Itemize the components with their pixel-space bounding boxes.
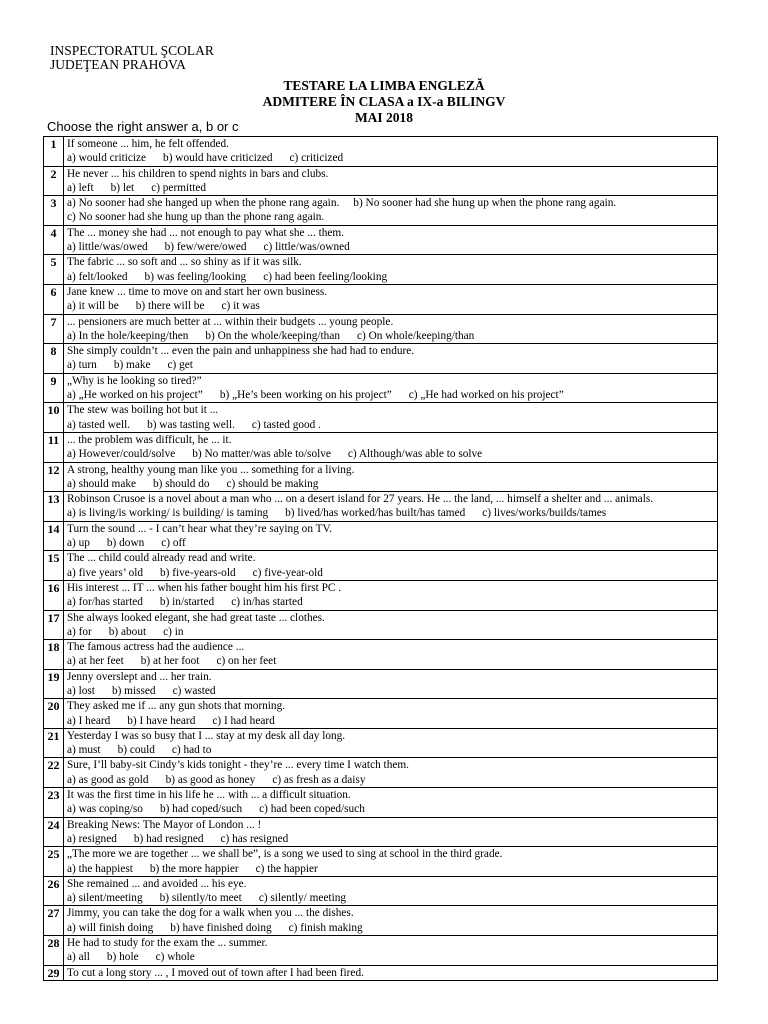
issuer-line-1: INSPECTORATUL ŞCOLAR <box>50 43 214 58</box>
question-row <box>44 462 718 492</box>
answer-option: a) five years’ old <box>67 566 144 579</box>
title-line-2: ADMITERE ÎN CLASA a IX-a BILINGV <box>262 94 506 109</box>
question-number: 9 <box>44 373 64 403</box>
question-body <box>64 965 718 980</box>
question-text: Jenny overslept and ... her train. <box>67 670 212 683</box>
question-body <box>64 551 718 581</box>
question-number: 27 <box>44 906 64 936</box>
answer-option: a) the happiest <box>67 862 133 875</box>
question-text: Robinson Crusoe is a novel about a man who ... on a desert island for 27 years. He ... the land, ... himself a shelter and ... animals. <box>67 493 654 506</box>
answer-options <box>67 625 714 639</box>
question-row <box>44 551 718 581</box>
answer-option: b) was tasting well. <box>147 418 235 431</box>
question-row <box>44 847 718 877</box>
question-row <box>44 344 718 374</box>
question-text: ... pensioners are much better at ... within their budgets ... young people. <box>67 315 394 328</box>
question-body <box>64 758 718 788</box>
question-text: The ... child could already read and write. <box>67 552 256 565</box>
answer-option: a) as good as gold <box>67 773 149 786</box>
answer-option: a) will finish doing <box>67 921 154 934</box>
answer-options <box>67 240 714 254</box>
answer-option: a) would criticize <box>67 152 147 165</box>
answer-option: b) about <box>108 625 147 638</box>
question-number: 19 <box>44 669 64 699</box>
question-row <box>44 432 718 462</box>
answer-option: c) tasted good . <box>251 418 321 431</box>
question-number: 23 <box>44 788 64 818</box>
question-body <box>64 344 718 374</box>
question-body <box>64 255 718 285</box>
answer-options <box>67 181 714 195</box>
question-body <box>64 492 718 522</box>
answer-option: b) had coped/such <box>159 803 243 816</box>
answer-option: a) must <box>67 744 101 757</box>
answer-option: b) there will be <box>135 300 205 313</box>
answer-options <box>67 595 714 609</box>
question-row <box>44 373 718 403</box>
question-text: A strong, healthy young man like you ... something for a living. <box>67 463 355 476</box>
answer-options <box>67 358 714 372</box>
question-text: Sure, I’ll baby-sit Cindy’s kids tonight - they’re ... every time I watch them. <box>67 759 409 772</box>
question-row <box>44 906 718 936</box>
answer-option: a) left <box>67 181 94 194</box>
question-body <box>64 669 718 699</box>
question-number: 3 <box>44 196 64 226</box>
answer-option: a) it will be <box>67 300 119 313</box>
title-line-3: MAI 2018 <box>354 110 414 125</box>
question-body <box>64 462 718 492</box>
answer-option: a) „He worked on his project” <box>67 389 203 402</box>
answer-option: a) However/could/solve <box>67 448 176 461</box>
question-text: If someone ... him, he felt offended. <box>67 138 229 150</box>
question-number: 21 <box>44 728 64 758</box>
answer-options <box>67 566 714 580</box>
question-text: He never ... his children to spend nights in bars and clubs. <box>67 167 329 180</box>
answer-option: c) the happier <box>255 862 318 875</box>
question-text: a) No sooner had she hanged up when the phone rang again. b) No sooner had she hung up when the phone rang again. <box>67 197 617 210</box>
answer-option: c) had been coped/such <box>259 803 365 816</box>
answer-option: b) No sooner had she hung up when the phone rang again. <box>353 197 617 210</box>
question-number: 20 <box>44 699 64 729</box>
question-body <box>64 610 718 640</box>
question-number: 13 <box>44 492 64 522</box>
question-row <box>44 196 718 226</box>
question-number: 6 <box>44 284 64 314</box>
question-number: 26 <box>44 876 64 906</box>
answer-option: c) has resigned <box>220 832 289 845</box>
answer-option: b) hole <box>106 951 139 964</box>
answer-option: b) at her foot <box>140 655 200 668</box>
question-row <box>44 492 718 522</box>
question-text: She always looked elegant, she had great taste ... clothes. <box>67 611 325 624</box>
question-body <box>64 876 718 906</box>
answer-option: a) resigned <box>67 832 117 845</box>
question-number: 7 <box>44 314 64 344</box>
question-text: Jane knew ... time to move on and start her own business. <box>67 285 328 298</box>
answer-option: c) off <box>161 537 186 550</box>
question-number: 18 <box>44 640 64 670</box>
question-row <box>44 640 718 670</box>
answer-option: a) all <box>67 951 90 964</box>
answer-option: c) had to <box>171 744 212 757</box>
answer-option: c) in <box>163 625 184 638</box>
questions-table <box>43 136 718 981</box>
answer-option: a) should make <box>67 477 137 490</box>
question-row <box>44 758 718 788</box>
question-text: The stew was boiling hot but it ... <box>67 404 219 417</box>
question-body <box>64 640 718 670</box>
answer-options <box>67 950 714 964</box>
answer-option: c) criticized <box>289 152 344 165</box>
question-body <box>64 225 718 255</box>
answer-option: a) up <box>67 537 90 550</box>
answer-option: c) No sooner had she hung up than the phone rang again. <box>67 211 325 224</box>
answer-option: c) finish making <box>288 921 363 934</box>
answer-options <box>67 802 714 816</box>
question-row <box>44 137 718 167</box>
issuer-line-2: JUDEŢEAN PRAHOVA <box>50 57 186 72</box>
question-number: 17 <box>44 610 64 640</box>
question-row <box>44 403 718 433</box>
question-row <box>44 728 718 758</box>
question-text: To cut a long story ... , I moved out of town after I had been fired. <box>67 966 364 979</box>
question-text: It was the first time in his life he ... with ... a difficult situation. <box>67 789 351 802</box>
question-row <box>44 699 718 729</box>
answer-option: c) five-year-old <box>252 566 323 579</box>
answer-options <box>67 832 714 846</box>
question-body <box>64 936 718 966</box>
answer-options <box>67 654 714 668</box>
question-row <box>44 284 718 314</box>
answer-option: b) I have heard <box>127 714 196 727</box>
question-row <box>44 314 718 344</box>
question-body <box>64 314 718 344</box>
answer-option: b) the more happier <box>149 862 239 875</box>
question-body <box>64 521 718 551</box>
answer-option: c) Although/was able to solve <box>347 448 483 461</box>
answer-option: b) had resigned <box>133 832 204 845</box>
answer-option: c) whole <box>155 951 195 964</box>
question-number: 10 <box>44 403 64 433</box>
question-number: 2 <box>44 166 64 196</box>
question-number: 12 <box>44 462 64 492</box>
question-body <box>64 196 718 226</box>
answer-option: c) permitted <box>151 181 207 194</box>
question-row <box>44 788 718 818</box>
answer-option: c) wasted <box>172 684 216 697</box>
answer-option: c) I had heard <box>212 714 275 727</box>
instructions: Choose the right answer a, b or c <box>47 119 239 134</box>
answer-option: b) in/started <box>159 596 215 609</box>
question-body <box>64 817 718 847</box>
question-row <box>44 876 718 906</box>
question-text: ... the problem was difficult, he ... it. <box>67 433 232 446</box>
question-number: 29 <box>44 965 64 980</box>
question-number: 5 <box>44 255 64 285</box>
answer-option: b) have finished doing <box>170 921 272 934</box>
question-row <box>44 610 718 640</box>
answer-option: c) silently/ meeting <box>258 892 347 905</box>
answer-options <box>67 536 714 550</box>
answer-options <box>67 270 714 284</box>
answer-option: b) was feeling/looking <box>144 270 247 283</box>
question-number: 1 <box>44 137 64 167</box>
question-number: 14 <box>44 521 64 551</box>
answer-option: b) should do <box>153 477 210 490</box>
answer-options <box>67 714 714 728</box>
answer-options <box>67 418 714 432</box>
answer-option: b) missed <box>111 684 156 697</box>
question-number: 22 <box>44 758 64 788</box>
question-number: 4 <box>44 225 64 255</box>
answer-option: b) could <box>117 744 155 757</box>
question-body <box>64 137 718 167</box>
question-row <box>44 669 718 699</box>
question-text: Jimmy, you can take the dog for a walk when you ... the dishes. <box>67 907 354 920</box>
answer-options <box>67 891 714 905</box>
question-body <box>64 403 718 433</box>
answer-option: c) lives/works/builds/tames <box>482 507 607 520</box>
answer-option: c) should be making <box>226 477 319 490</box>
answer-option: c) „He had worked on his project” <box>408 389 564 402</box>
question-body <box>64 432 718 462</box>
answer-options <box>67 862 714 876</box>
question-text: She simply couldn’t ... even the pain and unhappiness she had had to endure. <box>67 345 415 358</box>
answer-option: b) down <box>106 537 145 550</box>
question-body <box>64 728 718 758</box>
answer-option: b) would have criticized <box>163 152 273 165</box>
answer-option: b) let <box>110 181 135 194</box>
question-number: 16 <box>44 580 64 610</box>
answer-option: a) is living/is working/ is building/ is taming <box>67 507 269 520</box>
question-text: The fabric ... so soft and ... so shiny as if it was silk. <box>67 256 302 269</box>
answer-option: a) lost <box>67 684 95 697</box>
question-text: She remained ... and avoided ... his eye. <box>67 877 247 890</box>
answer-option: a) for <box>67 625 92 638</box>
question-text: His interest ... IT ... when his father bought him his first PC . <box>67 581 342 594</box>
answer-option: c) as fresh as a daisy <box>272 773 366 786</box>
answer-options <box>67 921 714 935</box>
question-number: 8 <box>44 344 64 374</box>
question-text: They asked me if ... any gun shots that morning. <box>67 700 286 713</box>
answer-options <box>67 151 714 165</box>
question-text: The famous actress had the audience ... <box>67 641 245 654</box>
question-row <box>44 255 718 285</box>
answer-option: b) silently/to meet <box>159 892 242 905</box>
answer-option: c) it was <box>221 300 260 313</box>
answer-option: b) „He’s been working on his project” <box>219 389 392 402</box>
answer-option: b) On the whole/keeping/than <box>205 329 340 342</box>
answer-option: a) little/was/owed <box>67 241 148 254</box>
question-body <box>64 906 718 936</box>
answer-options <box>67 773 714 787</box>
question-number: 15 <box>44 551 64 581</box>
answer-option: b) five-years-old <box>160 566 236 579</box>
question-row <box>44 817 718 847</box>
question-row <box>44 166 718 196</box>
question-row <box>44 936 718 966</box>
question-text: Yesterday I was so busy that I ... stay at my desk all day long. <box>67 729 346 742</box>
answer-option: c) On whole/keeping/than <box>357 329 475 342</box>
answer-option: a) for/has started <box>67 596 143 609</box>
answer-option: a) In the hole/keeping/then <box>67 329 189 342</box>
title-line-1: TESTARE LA LIMBA ENGLEZĂ <box>283 78 485 93</box>
answer-option: b) lived/has worked/has built/has tamed <box>285 507 466 520</box>
question-body <box>64 166 718 196</box>
answer-option: b) few/were/owed <box>164 241 247 254</box>
question-number: 11 <box>44 432 64 462</box>
answer-options <box>67 506 714 520</box>
answer-option: a) silent/meeting <box>67 892 143 905</box>
question-number: 25 <box>44 847 64 877</box>
question-body <box>64 788 718 818</box>
answer-options <box>67 684 714 698</box>
answer-options <box>67 477 714 491</box>
question-row <box>44 225 718 255</box>
answer-options <box>67 388 714 402</box>
answer-option: b) make <box>113 359 151 372</box>
answer-option: c) in/has started <box>231 596 303 609</box>
question-text: He had to study for the exam the ... summer. <box>67 937 268 950</box>
answer-options <box>67 743 714 757</box>
question-text: Turn the sound ... - I can’t hear what they’re saying on TV. <box>67 522 333 535</box>
question-body <box>64 580 718 610</box>
issuer-header <box>50 44 214 72</box>
answer-options <box>67 329 714 343</box>
answer-option: a) turn <box>67 359 97 372</box>
question-body <box>64 847 718 877</box>
answer-option: c) get <box>167 359 193 372</box>
question-text: The ... money she had ... not enough to pay what she ... them. <box>67 226 345 239</box>
question-text: „Why is he looking so tired?” <box>67 374 202 387</box>
question-row <box>44 580 718 610</box>
question-body <box>64 284 718 314</box>
answer-option: c) had been feeling/looking <box>263 270 388 283</box>
question-number: 24 <box>44 817 64 847</box>
answer-options <box>67 299 714 313</box>
question-row <box>44 965 718 980</box>
answer-option: a) at her feet <box>67 655 124 668</box>
answer-option: c) on her feet <box>216 655 277 668</box>
answer-options <box>67 447 714 461</box>
question-body <box>64 373 718 403</box>
answer-option: a) felt/looked <box>67 270 128 283</box>
question-number: 28 <box>44 936 64 966</box>
answer-option: b) as good as honey <box>165 773 256 786</box>
answer-option: a) was coping/so <box>67 803 143 816</box>
question-text: „The more we are together ... we shall be”, is a song we used to sing at school in the third grade. <box>67 848 503 861</box>
question-row <box>44 521 718 551</box>
answer-option: a) tasted well. <box>67 418 131 431</box>
answer-option: c) little/was/owned <box>263 241 350 254</box>
question-body <box>64 699 718 729</box>
question-text: Breaking News: The Mayor of London ... ! <box>67 818 262 831</box>
answer-option: a) I heard <box>67 714 111 727</box>
answer-option: b) No matter/was able to/solve <box>192 448 331 461</box>
